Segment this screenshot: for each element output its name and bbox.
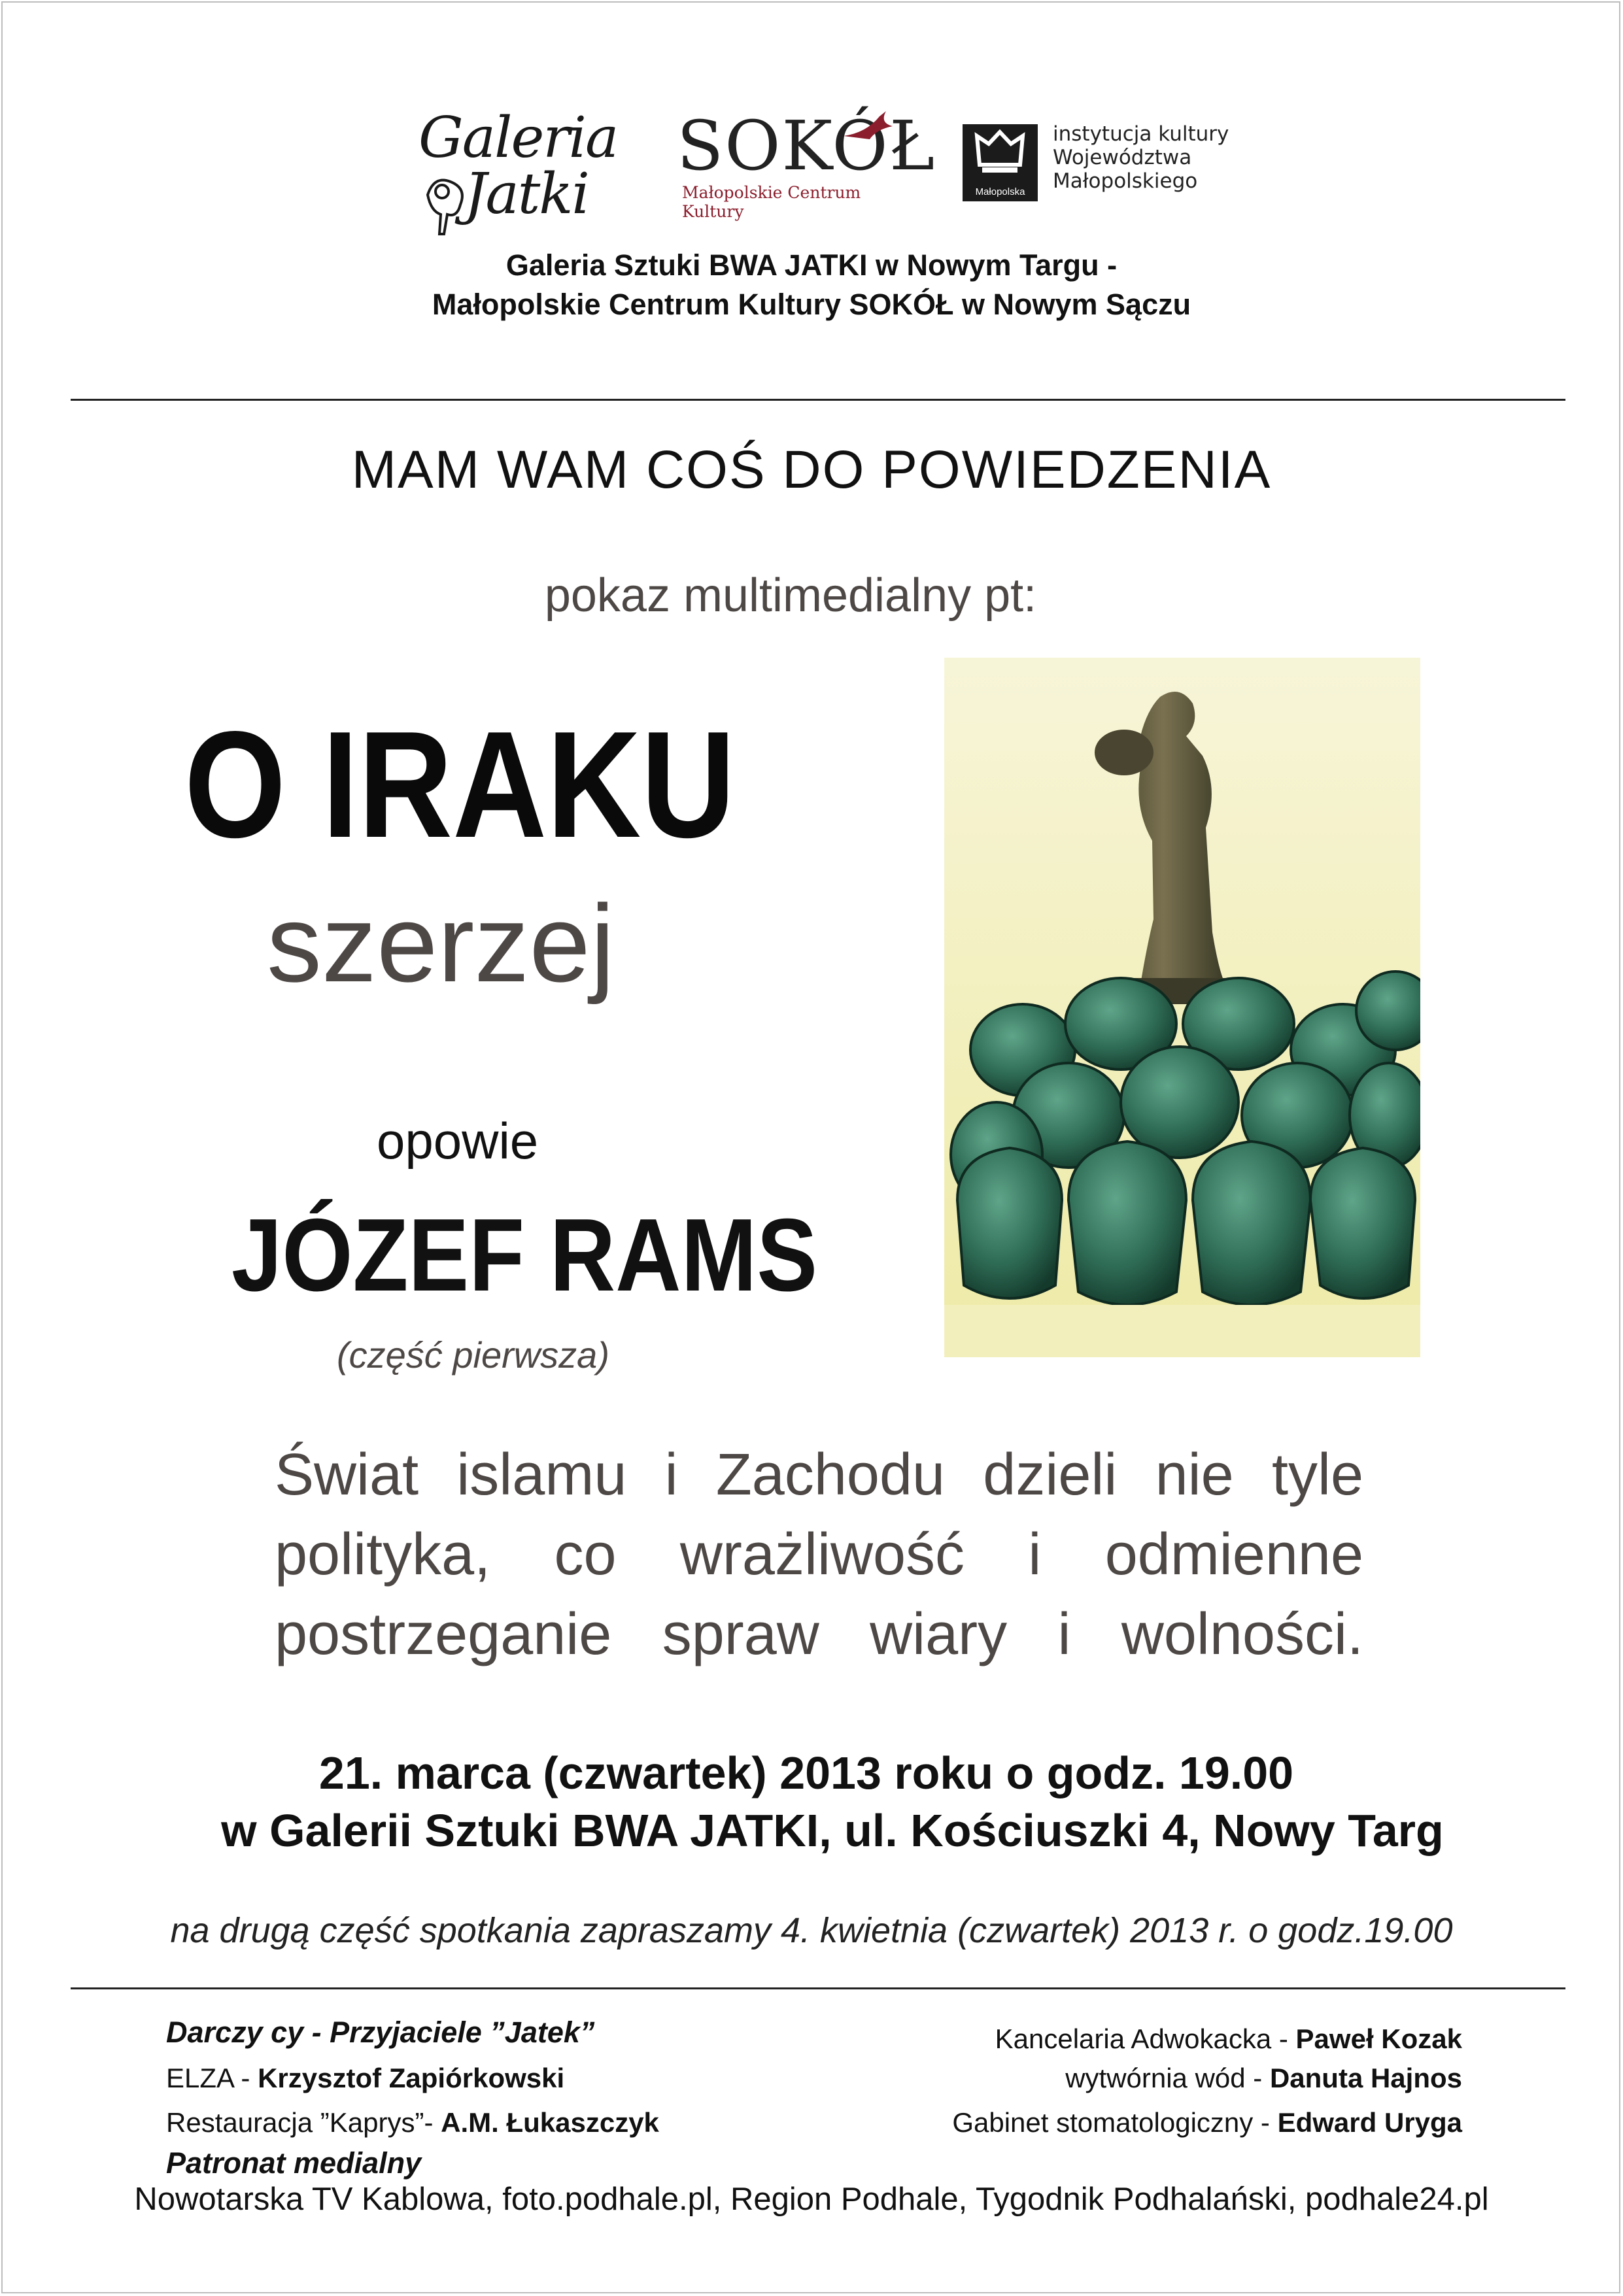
quote-line: postrzeganie spraw wiary i wolności. xyxy=(275,1602,1363,1667)
sokol-wordmark: SOKÓŁ xyxy=(677,106,936,186)
galeria-jatki-logo xyxy=(419,105,618,254)
institution-line: Województwa xyxy=(1053,146,1192,169)
sponsor-name: Krzysztof Zapiórkowski xyxy=(258,2063,565,2093)
sponsors-heading: Darczy cy - Przyjaciele ”Jatek” xyxy=(166,2016,595,2049)
ram-icon xyxy=(421,169,473,241)
logo-jatki-word: Jatki xyxy=(464,161,589,227)
media-heading: Patronat medialny xyxy=(166,2146,422,2180)
headline: MAM WAM COŚ DO POWIEDZENIA xyxy=(351,440,1272,499)
institution-line: Małopolskiego xyxy=(1053,169,1198,193)
divider xyxy=(71,1987,1565,1989)
malopolska-label: Małopolska xyxy=(975,186,1025,197)
sponsor-name: Paweł Kozak xyxy=(1295,2023,1462,2054)
subtitle: pokaz multimedialny pt: xyxy=(544,569,1037,622)
bird-icon xyxy=(840,110,899,143)
organizer-line: Małopolskie Centrum Kultury SOKÓŁ w Nowym Sączu xyxy=(432,288,1191,321)
sponsor-entry xyxy=(166,2107,659,2138)
malopolska-logo xyxy=(963,124,1038,201)
organizer-line: Galeria Sztuki BWA JATKI w Nowym Targu - xyxy=(505,248,1118,282)
logo-galeria-word: Galeria xyxy=(419,105,618,171)
title-subtitle: szerzej xyxy=(267,882,615,1005)
event-date xyxy=(0,1747,1618,1799)
part-label: (część pierwsza) xyxy=(337,1334,609,1376)
quote xyxy=(275,1435,1363,1674)
sponsor-entry xyxy=(166,2063,564,2094)
sponsor-prefix: Gabinet stomatologiczny - xyxy=(952,2107,1278,2138)
main-title: O IRAKU xyxy=(184,700,736,869)
narrator-intro: opowie xyxy=(377,1112,539,1170)
sponsor-name: Edward Uryga xyxy=(1277,2107,1462,2138)
sponsor-entry xyxy=(995,2023,1462,2055)
quote-line: polityka, co wrażliwość i odmienne xyxy=(275,1522,1363,1587)
media-partners: Nowotarska TV Kablowa, foto.podhale.pl, Region Podhale, Tygodnik Podhalański, podhale24.pl xyxy=(134,2182,1489,2217)
sponsor-prefix: wytwórnia wód - xyxy=(1065,2063,1270,2093)
sponsor-entry xyxy=(1065,2063,1462,2094)
next-meeting-note: na drugą część spotkania zapraszamy 4. kwietnia (czwartek) 2013 r. o godz.19.00 xyxy=(170,1911,1453,1950)
event-date-text: 21. marca (czwartek) 2013 roku o godz. 19.00 xyxy=(318,1747,1294,1798)
statue-photo xyxy=(944,658,1420,1357)
institution-text xyxy=(1053,122,1229,193)
sponsor-name: Danuta Hajnos xyxy=(1269,2063,1462,2093)
crown-icon xyxy=(963,124,1038,183)
sponsor-prefix: Restauracja ”Kaprys”- xyxy=(166,2107,441,2138)
sponsor-entry xyxy=(952,2107,1462,2138)
event-place: w Galerii Sztuki BWA JATKI, ul. Kościuszki 4, Nowy Targ xyxy=(221,1805,1444,1856)
sokol-subtitle: Małopolskie Centrum Kultury xyxy=(682,183,861,221)
sponsor-name: A.M. Łukaszczyk xyxy=(441,2107,659,2138)
quote-line: Świat islamu i Zachodu dzieli nie tyle xyxy=(275,1442,1363,1508)
institution-line: instytucja kultury xyxy=(1053,122,1229,146)
divider xyxy=(71,399,1565,401)
sponsor-prefix: ELZA - xyxy=(166,2063,258,2093)
speaker-name: JÓZEF RAMS xyxy=(231,1198,818,1313)
sponsor-prefix: Kancelaria Adwokacka - xyxy=(995,2023,1296,2054)
sokol-logo xyxy=(677,106,936,221)
